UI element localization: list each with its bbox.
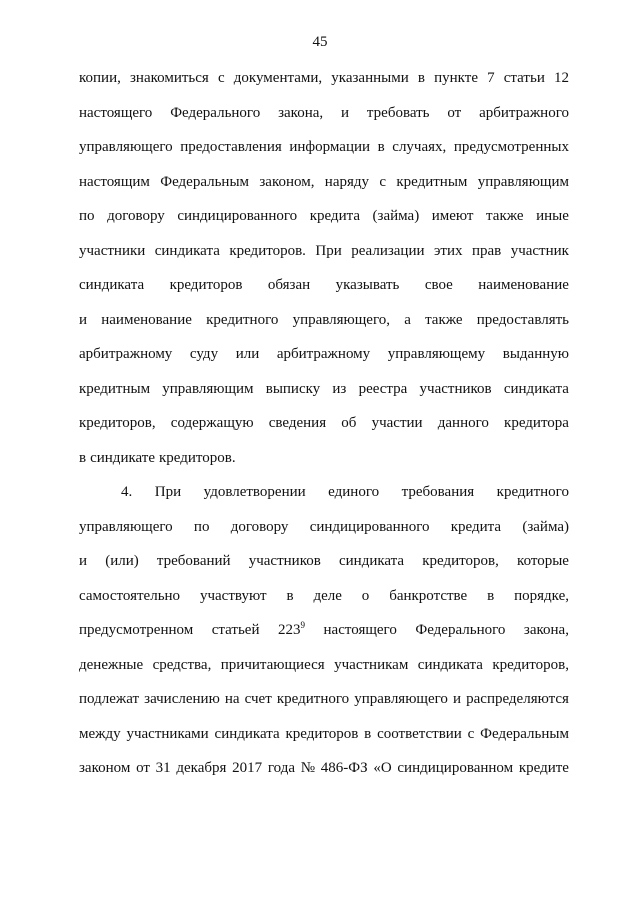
word: кредиторов, [492, 656, 569, 673]
word: 2017 [232, 760, 263, 776]
word: участвуют [199, 587, 267, 604]
word: суду [189, 346, 219, 362]
word: кредиторов [285, 725, 359, 742]
word: кредиторов. [159, 449, 236, 466]
word: кредиторов, [79, 415, 156, 431]
word: требований [156, 553, 231, 569]
word: При [154, 484, 182, 500]
word: иные [536, 208, 569, 224]
word: кредите [518, 760, 569, 776]
word: кредиторов. [229, 242, 306, 259]
word: случаях, [392, 139, 447, 155]
word: кредиторов, [422, 553, 499, 569]
word: законом [79, 760, 131, 776]
word: 4. [121, 484, 133, 500]
word: содержащую [170, 415, 254, 431]
text-line [79, 241, 569, 276]
word: участникам [334, 656, 409, 673]
word: копии, [79, 70, 121, 86]
word: предусмотренном [79, 622, 194, 638]
word-with-superscript [278, 620, 305, 655]
word: 7 [487, 70, 495, 86]
word: синдицированном [397, 760, 514, 776]
word: реестра [358, 380, 408, 397]
word: порядке, [514, 587, 569, 604]
word: синдиката [338, 553, 405, 569]
word: «О [373, 760, 392, 776]
word: 31 [155, 760, 171, 776]
word: в [286, 587, 294, 604]
word: в [377, 139, 385, 155]
word: кредиторов [169, 277, 243, 293]
word: о [361, 587, 370, 604]
text-line [79, 137, 569, 172]
word: (или) [105, 553, 139, 569]
word: управляющего [354, 691, 448, 707]
text-line [79, 310, 569, 345]
paragraph [79, 68, 569, 482]
text-line [79, 620, 569, 655]
word: (займа) [522, 518, 569, 535]
text-line [79, 206, 569, 241]
word: удовлетворении [203, 484, 306, 500]
word: зачислению [144, 691, 220, 707]
word: банкротстве [389, 587, 468, 604]
word: синдиката [417, 656, 483, 673]
word: договору [230, 518, 289, 535]
word: между [79, 725, 121, 742]
word: наименование [478, 277, 569, 293]
footnote-superscript: 9 [300, 620, 306, 630]
word: участник [510, 242, 569, 259]
word: синдицированного [177, 208, 298, 224]
text-line [79, 275, 569, 310]
word: настоящего [79, 104, 153, 121]
word: счет [244, 691, 272, 707]
word: и [341, 104, 350, 121]
text-line [79, 655, 569, 690]
word: и [453, 691, 462, 707]
word: из [332, 380, 347, 397]
word: предусмотренных [453, 139, 569, 155]
word: распределяются [466, 691, 569, 707]
word: с [467, 725, 475, 742]
word: законом, [259, 173, 315, 190]
word: информации [289, 139, 371, 155]
word: прав [471, 242, 502, 259]
word: При [315, 242, 342, 259]
word: средства, [152, 656, 212, 673]
text-line [79, 586, 569, 621]
word: с [217, 70, 225, 86]
word: (займа) [372, 208, 420, 224]
word: предоставления [180, 139, 282, 155]
word: управляющего [79, 518, 173, 535]
word: по [79, 208, 95, 224]
word: по [193, 518, 210, 535]
word: кредита [450, 518, 502, 535]
word: статьей [211, 622, 260, 638]
word: настоящего [323, 622, 397, 638]
word: требования [401, 484, 475, 500]
word: пункте [434, 70, 478, 86]
word: которые [517, 553, 569, 569]
word: кредитного [496, 484, 569, 500]
word: синдиката [503, 380, 569, 397]
word: от [136, 760, 150, 776]
word: денежные [79, 656, 144, 673]
text-line [79, 379, 569, 414]
text-line [79, 344, 569, 379]
word: кредитного [276, 691, 350, 707]
word: участии [371, 415, 423, 431]
word: выписку [265, 380, 321, 397]
word: кредитного [206, 311, 279, 328]
word: соответствии [377, 725, 462, 742]
word: 12 [554, 70, 569, 86]
paragraph [79, 482, 569, 793]
word: арбитражного [479, 104, 569, 121]
word: деле [313, 587, 342, 604]
word: также [425, 311, 463, 328]
text-line [79, 413, 569, 448]
word: 223 [278, 622, 301, 638]
word: синдиката [79, 277, 145, 293]
word: синдиката [154, 242, 220, 259]
word: с [379, 173, 387, 190]
word: года [267, 760, 295, 776]
word: наряду [324, 173, 370, 190]
word: № [300, 760, 316, 776]
word: наименование [101, 311, 192, 328]
word: декабря [176, 760, 227, 776]
word: управляющему [387, 346, 486, 362]
word: участниками [126, 725, 209, 742]
word: кредитора [504, 415, 569, 431]
word: требовать [366, 104, 430, 121]
word: самостоятельно [79, 587, 181, 604]
word: синдиката [214, 725, 280, 742]
word: указывать [335, 277, 400, 293]
text-line [79, 482, 569, 517]
word: Федеральным [160, 173, 250, 190]
word: сведения [268, 415, 327, 431]
text-line [79, 689, 569, 724]
text-line [79, 448, 569, 483]
word: настоящим [79, 173, 150, 190]
word: арбитражному [276, 346, 371, 362]
word: договору [107, 208, 165, 224]
word: имеют [431, 208, 474, 224]
word: в [487, 587, 495, 604]
word: кредита [309, 208, 360, 224]
word: или [235, 346, 260, 362]
word: участников [419, 380, 492, 397]
word: знакомиться [130, 70, 209, 86]
word: на [224, 691, 240, 707]
word: 486-ФЗ [320, 760, 368, 776]
word: этих [433, 242, 463, 259]
text-line [79, 68, 569, 103]
word: арбитражному [79, 346, 173, 362]
word: предоставлять [476, 311, 569, 328]
word: единого [328, 484, 380, 500]
text-line [79, 724, 569, 759]
word: и [79, 553, 88, 569]
word: указанными [331, 70, 409, 86]
text-line [79, 758, 569, 793]
page-number: 45 [312, 34, 328, 50]
word: управляющим [477, 173, 569, 190]
word: управляющего, [292, 311, 390, 328]
word: кредитным [79, 380, 151, 397]
word: Федерального [415, 622, 506, 638]
word: синдикате [90, 449, 156, 466]
body-text [79, 68, 569, 793]
word: также [486, 208, 524, 224]
word: в [417, 70, 425, 86]
word: выданную [502, 346, 569, 362]
word: об [341, 415, 357, 431]
word: Федеральным [480, 725, 569, 742]
word: а [404, 311, 411, 328]
word: участники [79, 242, 146, 259]
word: данного [437, 415, 489, 431]
text-line [79, 172, 569, 207]
word: в [79, 449, 87, 466]
word: участников [248, 553, 321, 569]
word: закона, [278, 104, 324, 121]
word: управляющего [79, 139, 173, 155]
word: свое [424, 277, 453, 293]
word: причитающиеся [220, 656, 325, 673]
word: синдицированного [309, 518, 430, 535]
text-line [79, 103, 569, 138]
word: реализации [351, 242, 425, 259]
word: закона, [523, 622, 569, 638]
text-line [79, 517, 569, 552]
word: документами, [233, 70, 323, 86]
word: кредитным [396, 173, 468, 190]
word: и [79, 311, 88, 328]
word: в [364, 725, 372, 742]
text-line [79, 551, 569, 586]
word: управляющим [162, 380, 254, 397]
word: обязан [267, 277, 311, 293]
word: статьи [503, 70, 545, 86]
word: от [447, 104, 462, 121]
word: подлежат [79, 691, 140, 707]
word: Федерального [170, 104, 261, 121]
